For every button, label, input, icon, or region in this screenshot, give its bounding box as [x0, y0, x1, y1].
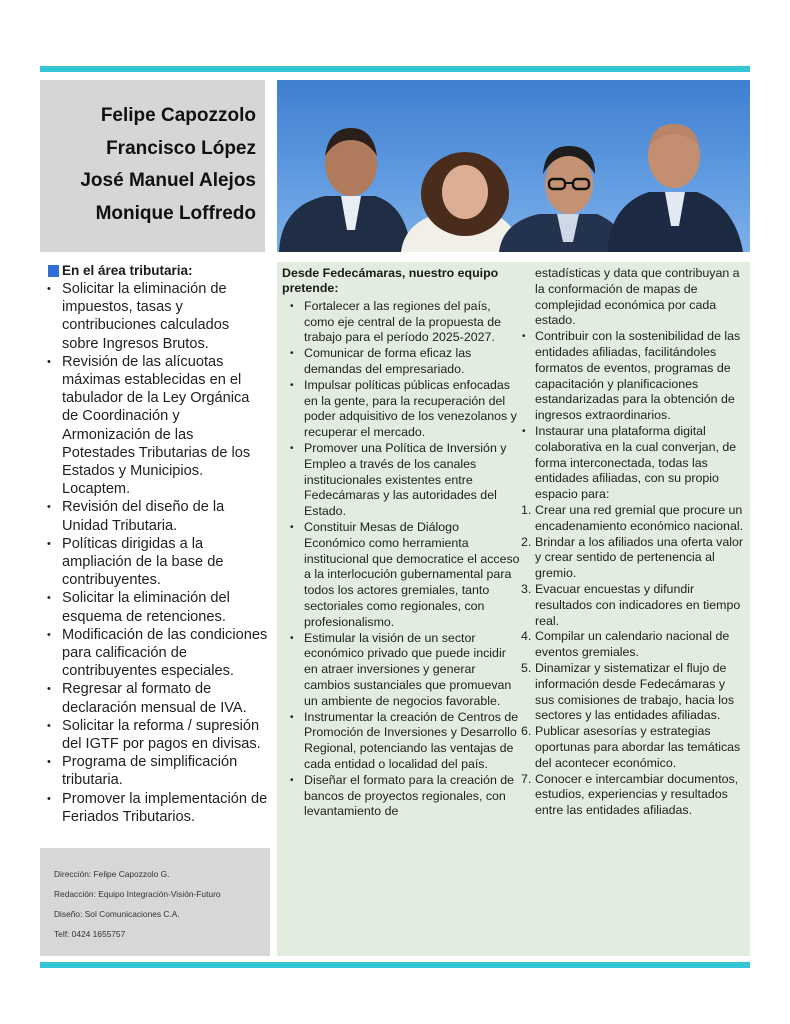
list-item: • Solicitar la reforma / supresión del IGTF por pagos en divisas.	[40, 717, 268, 753]
list-item: • Modificación de las condiciones para calificación de contribuyentes especiales.	[40, 626, 268, 681]
goals-column-1	[282, 266, 522, 820]
credit-editorial: Redacción: Equipo Integración-Visión-Futuro	[54, 889, 221, 899]
goals-continuation: estadísticas y data que contribuyan a la conformación de mapas de complejidad económica por cada estado.	[535, 266, 740, 328]
item-number: 4.	[521, 629, 532, 644]
tax-proposals-list	[40, 280, 268, 826]
list-item: • Contribuir con la sostenibilidad de las entidades afiliadas, facilitándoles formatos de eventos, programas de capacitación y planificaciones estandarizadas para la obtención de ingresos extraordinarios.	[515, 329, 747, 424]
list-item: • Promover la implementación de Feriados Tributarios.	[40, 790, 268, 826]
credits-box	[40, 848, 270, 956]
tax-section-heading	[40, 262, 268, 280]
square-bullet-icon	[48, 265, 59, 277]
list-item: • Regresar al formato de declaración mensual de IVA.	[40, 680, 268, 716]
numbered-item	[515, 629, 747, 661]
team-member-name: Felipe Capozzolo	[100, 105, 256, 126]
list-item: • Instaurar una plataforma digital colaborativa en la cual converjan, de forma interconectada, todas las entidades afiliadas, con su propio espacio para:	[515, 424, 747, 503]
item-text: Publicar asesorías y estrategias oportunas para abordar las temáticas del acontecer económico.	[535, 724, 741, 770]
list-item: • Fortalecer a las regiones del país, como eje central de la propuesta de trabajo para el período 2025-2027.	[282, 299, 522, 346]
numbered-item	[515, 661, 747, 724]
credit-phone: Telf: 0424 1655757	[54, 929, 126, 939]
list-item: • Comunicar de forma eficaz las demandas del empresariado.	[282, 346, 522, 378]
goals-column-2	[515, 266, 747, 819]
numbered-item	[515, 724, 747, 771]
list-item: • Constituir Mesas de Diálogo Económico como herramienta institucional que democratice el acceso a la interlocución gubernamental para todos los actores gremiales, tanto sectoriales como regionales, con profesionalismo.	[282, 520, 522, 631]
list-item: • Revisión de las alícuotas máximas establecidas en el tabulador de la Ley Orgánica de Coordinación y Armonización de las Potestades Tributarias de los Estados y Municipios. Locaptem.	[40, 353, 268, 499]
numbered-item	[515, 535, 747, 582]
list-item: • Promover una Política de Inversión y Empleo a través de los canales institucionales existentes entre Fedecámaras y las autoridades del Estado.	[282, 441, 522, 520]
group-portrait-illustration	[277, 80, 750, 252]
team-member-name: Monique Loffredo	[95, 202, 256, 224]
list-item: • Diseñar el formato para la creación de bancos de proyectos regionales, con levantamiento de	[282, 773, 522, 820]
item-number: 1.	[521, 502, 532, 517]
item-text: Crear una red gremial que procure un encadenamiento económico nacional.	[535, 502, 744, 533]
tax-section	[40, 262, 268, 826]
list-item: • Solicitar la eliminación de impuestos, tasas y contribuciones calculados sobre Ingresos Brutos.	[40, 280, 268, 353]
bottom-accent-rule	[40, 962, 750, 968]
tax-section-title: En el área tributaria:	[62, 263, 193, 278]
item-number: 5.	[521, 660, 532, 675]
numbered-item	[515, 582, 747, 629]
item-text: Brindar a los afiliados una oferta valor y crear sentido de pertenencia al gremio.	[535, 534, 744, 581]
goals-list-continued	[515, 329, 747, 503]
list-item: • Solicitar la eliminación del esquema de retenciones.	[40, 589, 268, 625]
team-names-box	[40, 80, 265, 252]
credit-direction: Dirección: Felipe Capozzolo G.	[54, 869, 170, 879]
list-item: • Programa de simplificación tributaria.	[40, 753, 268, 789]
item-text: Compilar un calendario nacional de eventos gremiales.	[535, 629, 730, 660]
team-member-name: Francisco López	[106, 137, 256, 159]
list-item: • Revisión del diseño de la Unidad Tributaria.	[40, 498, 268, 534]
list-item: • Instrumentar la creación de Centros de Promoción de Inversiones y Desarrollo Regional, potenciando las ventajas de cada entidad o localidad del país.	[282, 710, 522, 773]
top-accent-rule	[40, 66, 750, 72]
goals-list	[282, 299, 522, 820]
team-member-name: José Manuel Alejos	[80, 170, 256, 191]
group-portrait-image	[277, 80, 750, 252]
numbered-item	[515, 772, 747, 819]
credit-design: Diseño: Sol Comunicaciones C.A.	[54, 909, 180, 919]
list-item: • Impulsar políticas públicas enfocadas en la gente, para la recuperación del poder adquisitivo de los venezolanos y recuperar el mercado.	[282, 378, 522, 441]
item-number: 3.	[521, 581, 532, 596]
item-number: 6.	[521, 724, 532, 739]
item-number: 7.	[521, 771, 532, 786]
platform-features-list	[515, 503, 747, 819]
item-number: 2.	[521, 534, 532, 549]
list-item: • Políticas dirigidas a la ampliación de la base de contribuyentes.	[40, 535, 268, 590]
item-text: Conocer e intercambiar documentos, estudios, experiencias y resultados entre las entidades afiliadas.	[535, 771, 739, 818]
item-text: Evacuar encuestas y difundir resultados con indicadores en tiempo real.	[535, 581, 741, 628]
numbered-item	[515, 503, 747, 535]
goals-intro: Desde Fedecámaras, nuestro equipo pretende:	[282, 266, 499, 296]
list-item: • Estimular la visión de un sector económico privado que puede incidir en atraer inversiones y generar cambios sustanciales que promuevan un ambiente de negocios favorable.	[282, 631, 522, 710]
item-text: Dinamizar y sistematizar el flujo de información desde Fedecámaras y sus comisiones de trabajo, hacia los sectores y las entidades afiliadas.	[535, 660, 735, 723]
